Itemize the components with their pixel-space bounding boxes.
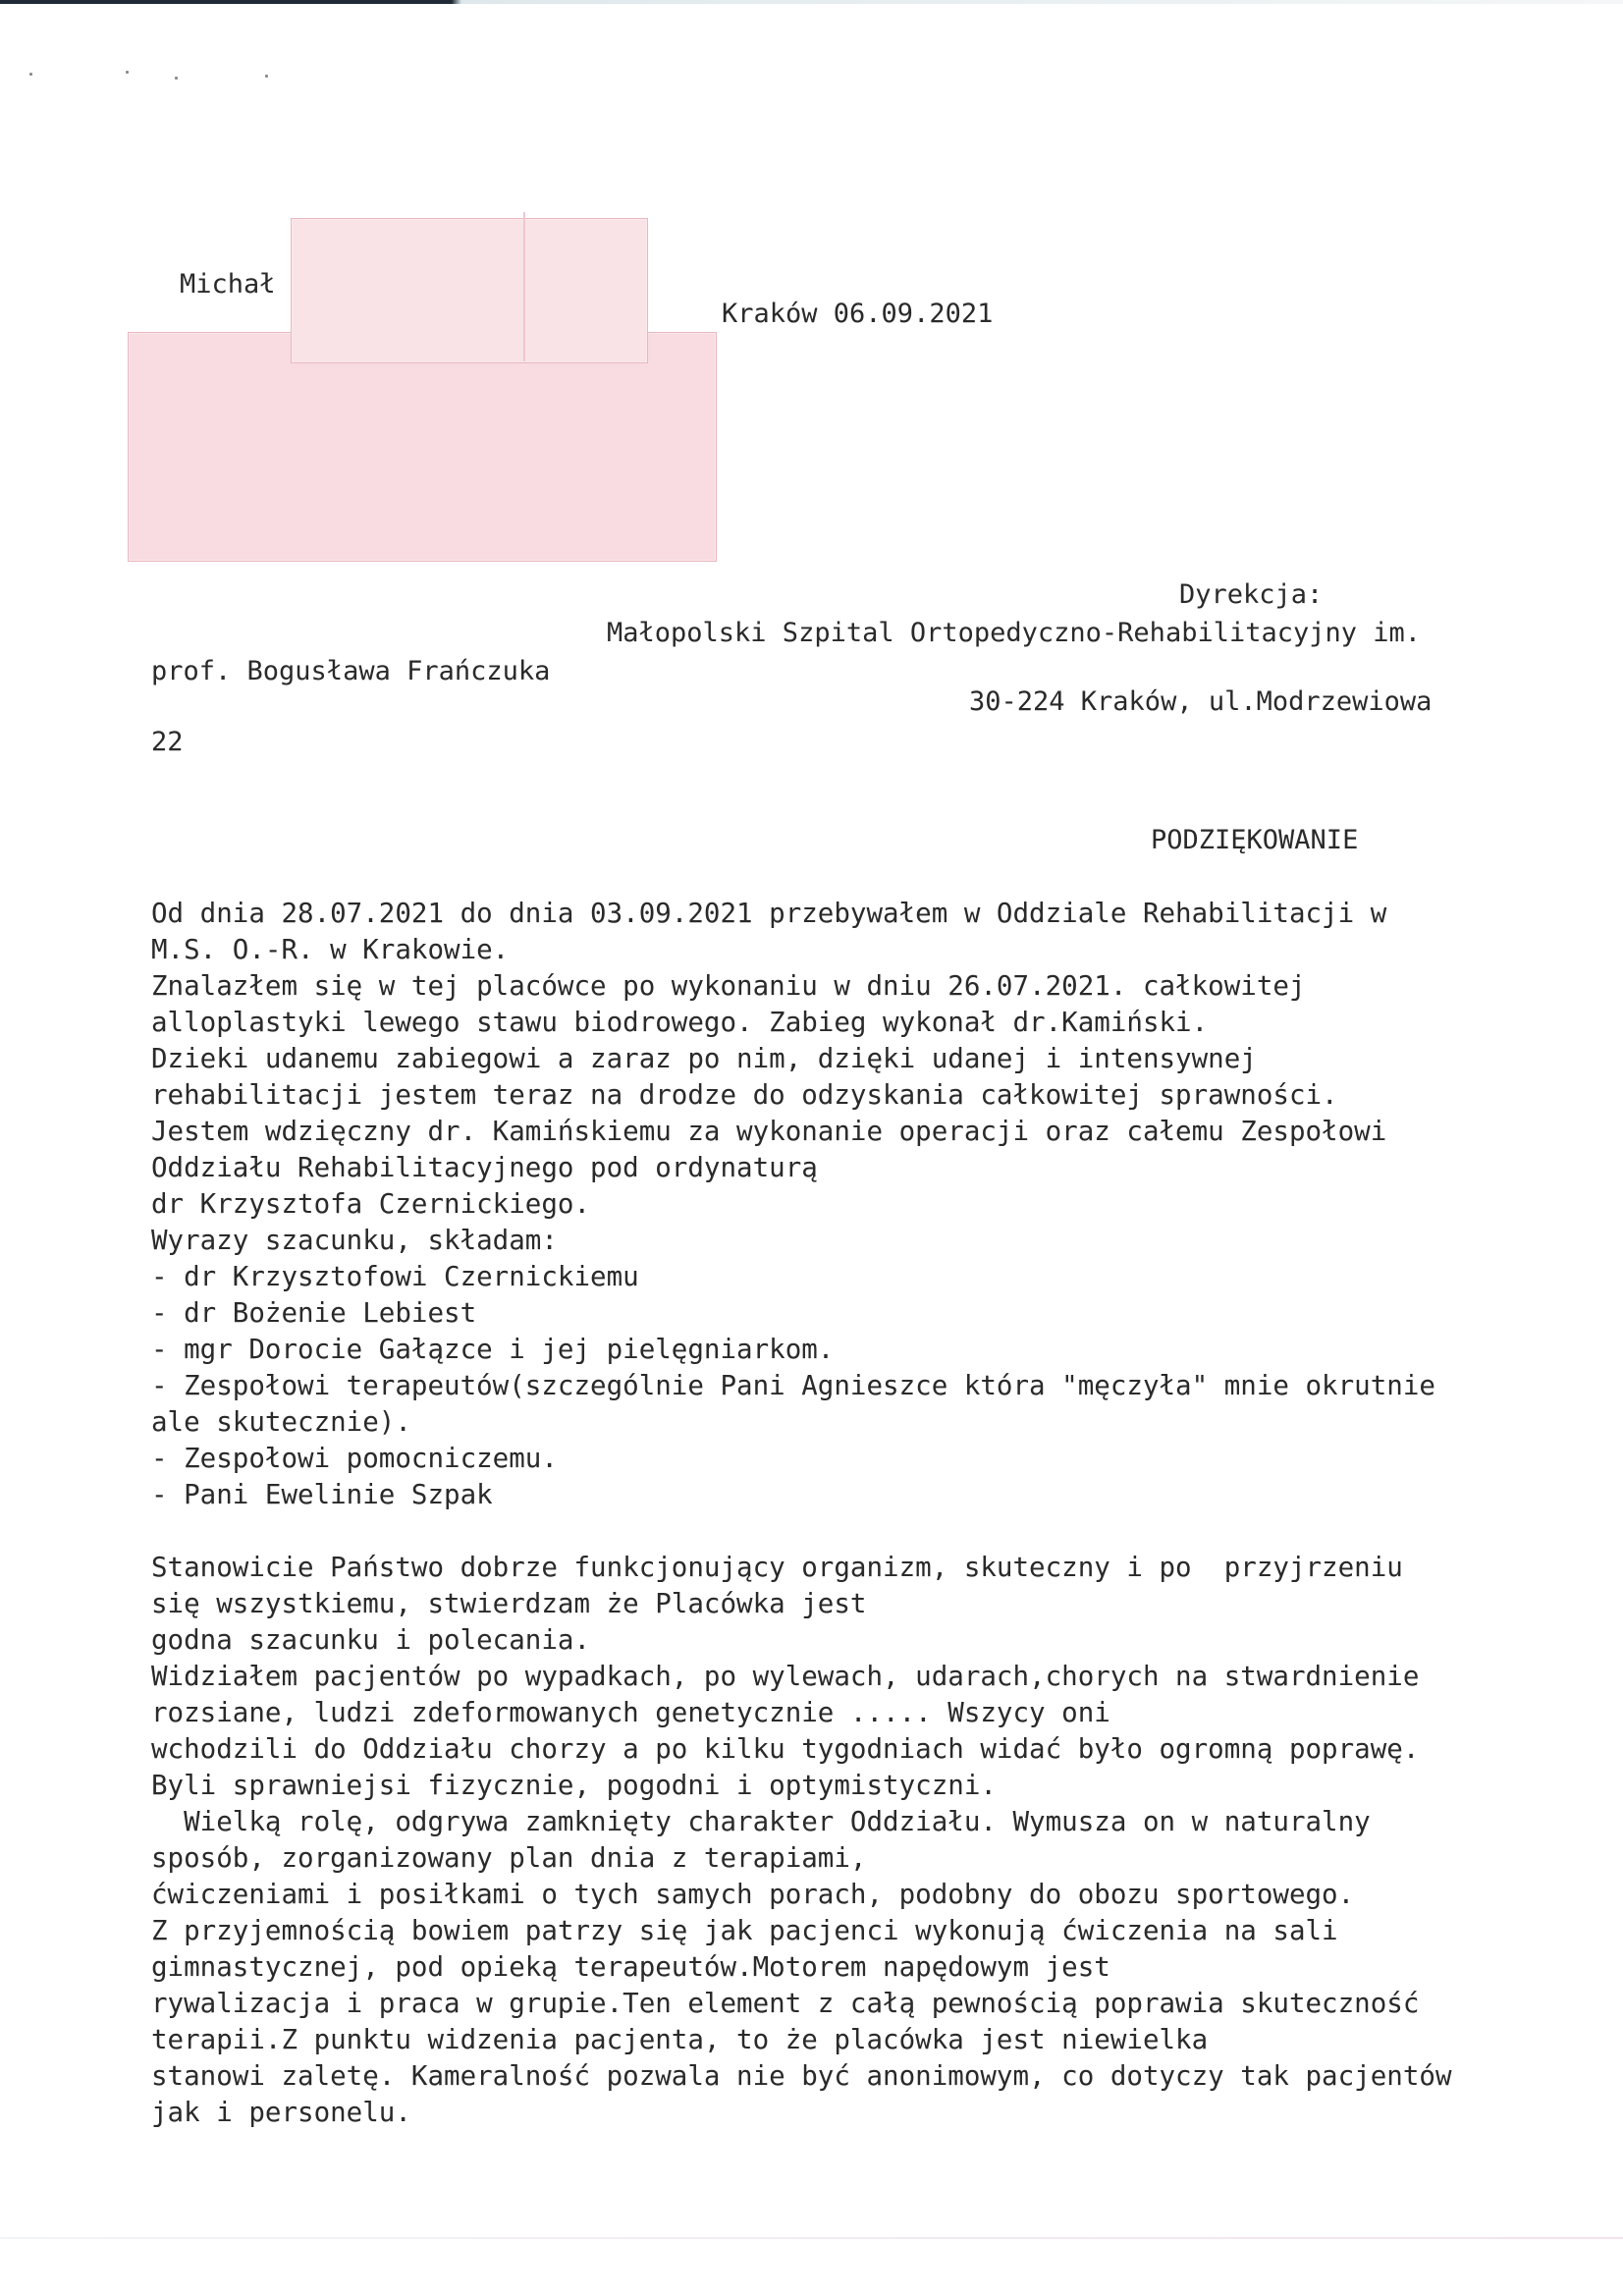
redaction-block-address [128,332,717,562]
recipient-line-1: Dyrekcja: [1179,579,1324,610]
body-line: - Zespołowi pomocniczemu. [151,1443,558,1474]
recipient-line-2: Małopolski Szpital Ortopedyczno-Rehabilitacyjny im. [607,618,1422,648]
body-line: - Zespołowi terapeutów(szczególnie Pani Agnieszce która "męczyła" mnie okrutnie [151,1370,1435,1401]
body-line: godna szacunku i polecania. [151,1624,591,1656]
body-line: stanowi zaletę. Kameralność pozwala nie być anonimowym, co dotyczy tak pacjentów [151,2060,1452,2092]
scan-specks [29,69,285,88]
body-line: Wyrazy szacunku, składam: [151,1225,558,1256]
letter-body [151,896,1545,2131]
redaction-fold-line [523,212,525,361]
body-line: terapii.Z punktu widzenia pacjenta, to że placówka jest niewielka [151,2024,1209,2055]
body-line: - mgr Dorocie Gałązce i jej pielęgniarkom. [151,1334,835,1365]
body-line [151,1513,1545,1550]
body-line: ćwiczeniami i posiłkami o tych samych porach, podobny do obozu sportowego. [151,1879,1355,1910]
place-date: Kraków 06.09.2021 [722,299,994,329]
body-line: Jestem wdzięczny dr. Kamińskiemu za wykonanie operacji oraz całemu Zespołowi [151,1116,1387,1147]
recipient-line-5: 22 [151,727,184,757]
body-line: Byli sprawniejsi fizycznie, pogodni i optymistyczni. [151,1770,997,1801]
body-line: Wielką rolę, odgrywa zamknięty charakter Oddziału. Wymusza on w naturalny [151,1806,1371,1837]
body-line: Znalazłem się w tej placówce po wykonaniu w dniu 26.07.2021. całkowitej [151,970,1306,1002]
body-line: Dzieki udanemu zabiegowi a zaraz po nim, dzięki udanej i intensywnej [151,1043,1257,1074]
body-line: wchodzili do Oddziału chorzy a po kilku tygodniach widać było ogromną poprawę. [151,1733,1420,1765]
body-line: - dr Krzysztofowi Czernickiemu [151,1261,639,1292]
body-line: się wszystkiemu, stwierdzam że Placówka jest [151,1588,867,1619]
body-line: dr Krzysztofa Czernickiego. [151,1188,591,1220]
letter-title: PODZIĘKOWANIE [1151,825,1359,855]
body-line: ale skutecznie). [151,1406,411,1438]
body-line: Stanowicie Państwo dobrze funkcjonujący organizm, skuteczny i po przyjrzeniu [151,1552,1403,1583]
body-line: gimnastycznej, pod opieką terapeutów.Motorem napędowym jest [151,1951,1110,1983]
body-line: alloplastyki lewego stawu biodrowego. Zabieg wykonał dr.Kamiński. [151,1007,1209,1038]
body-line: Widziałem pacjentów po wypadkach, po wylewach, udarach,chorych na stwardnienie [151,1661,1420,1692]
redaction-block-surname [291,218,648,363]
body-line: Z przyjemnością bowiem patrzy się jak pacjenci wykonują ćwiczenia na sali [151,1915,1338,1946]
recipient-line-4: 30-224 Kraków, ul.Modrzewiowa [969,686,1433,717]
body-line: Oddziału Rehabilitacyjnego pod ordynaturą [151,1152,818,1183]
body-line: rywalizacja i praca w grupie.Ten element z całą pewnością poprawia skuteczność [151,1988,1420,2019]
scan-edge-bottom [0,2237,1623,2239]
body-line: rozsiane, ludzi zdeformowanych genetycznie ..... Wszycy oni [151,1697,1110,1728]
body-line: Od dnia 28.07.2021 do dnia 03.09.2021 przebywałem w Oddziale Rehabilitacji w [151,898,1387,929]
body-line: jak i personelu. [151,2097,411,2128]
body-line: rehabilitacji jestem teraz na drodze do odzyskania całkowitej sprawności. [151,1079,1338,1111]
body-line: - dr Bożenie Lebiest [151,1297,477,1329]
body-line: sposób, zorganizowany plan dnia z terapiami, [151,1842,867,1874]
body-line: - Pani Ewelinie Szpak [151,1479,493,1510]
sender-first-name: Michał [180,269,276,300]
body-line: M.S. O.-R. w Krakowie. [151,934,510,965]
recipient-line-3: prof. Bogusława Frańczuka [151,656,551,686]
scan-edge-top [0,0,1623,4]
